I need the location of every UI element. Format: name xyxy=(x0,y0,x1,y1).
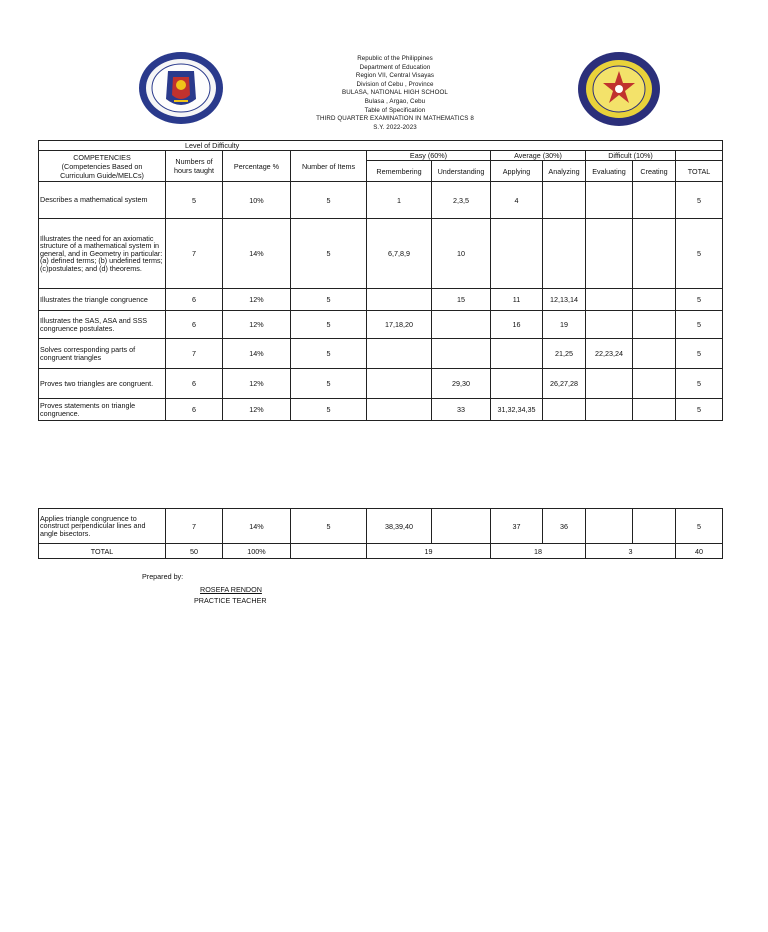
header-line: Division of Cebu , Province xyxy=(356,80,434,88)
creating-header: Creating xyxy=(633,161,676,182)
applying-cell xyxy=(491,369,543,399)
easy-header: Easy (60%) xyxy=(367,151,491,161)
header-line: THIRD QUARTER EXAMINATION IN MATHEMATICS 8 xyxy=(316,115,474,123)
hours-cell: 7 xyxy=(166,219,223,289)
evaluating-cell xyxy=(586,311,633,339)
total-header: TOTAL xyxy=(676,161,723,182)
analyzing-cell: 26,27,28 xyxy=(543,369,586,399)
header-line: Department of Education xyxy=(359,63,431,71)
evaluating-cell xyxy=(586,182,633,219)
items-cell: 5 xyxy=(291,369,367,399)
percentage-cell: 12% xyxy=(223,289,291,311)
competencies-title: COMPETENCIES xyxy=(73,152,131,162)
header-line: Bulasa , Argao, Cebu xyxy=(364,97,426,105)
analyzing-cell: 21,25 xyxy=(543,339,586,369)
remembering-cell xyxy=(367,369,432,399)
items-cell: 5 xyxy=(291,219,367,289)
preparer-name: ROSEFA RENDON xyxy=(200,585,262,594)
analyzing-cell: 19 xyxy=(543,311,586,339)
competency-cell: Describes a mathematical system xyxy=(39,182,166,219)
competencies-header xyxy=(39,151,166,182)
totals-label: TOTAL xyxy=(39,544,166,559)
preparer-title: PRACTICE TEACHER xyxy=(194,596,267,605)
remembering-cell: 17,18,20 xyxy=(367,311,432,339)
evaluating-cell xyxy=(586,369,633,399)
applying-cell: 31,32,34,35 xyxy=(491,399,543,421)
total-cell: 5 xyxy=(676,339,723,369)
competency-cell: Applies triangle congruence to construct perpendicular lines and angle bisectors. xyxy=(39,509,166,544)
percentage-cell: 10% xyxy=(223,182,291,219)
applying-cell xyxy=(491,339,543,369)
competencies-subtitle: (Competencies Based on xyxy=(61,161,143,171)
applying-cell: 37 xyxy=(491,509,543,544)
percentage-header: Percentage % xyxy=(223,151,291,182)
competency-cell: Illustrates the triangle congruence xyxy=(39,289,166,311)
school-seal-logo xyxy=(577,51,661,127)
understanding-header: Understanding xyxy=(432,161,491,182)
applying-cell xyxy=(491,219,543,289)
hours-cell: 5 xyxy=(166,182,223,219)
header-line: Republic of the Philippines xyxy=(357,55,433,62)
creating-cell xyxy=(633,369,676,399)
level-of-difficulty-header: Level of Difficulty xyxy=(39,141,723,151)
totals-items xyxy=(291,544,367,559)
creating-cell xyxy=(633,289,676,311)
total-cell: 5 xyxy=(676,311,723,339)
prepared-by-label: Prepared by: xyxy=(142,572,184,581)
total-cell: 5 xyxy=(676,399,723,421)
table-row xyxy=(39,289,723,311)
analyzing-cell xyxy=(543,182,586,219)
understanding-cell: 10 xyxy=(432,219,491,289)
average-header: Average (30%) xyxy=(491,151,586,161)
creating-cell xyxy=(633,339,676,369)
items-cell: 5 xyxy=(291,509,367,544)
difficult-header: Difficult (10%) xyxy=(586,151,676,161)
creating-cell xyxy=(633,399,676,421)
creating-cell xyxy=(633,219,676,289)
total-cell: 5 xyxy=(676,182,723,219)
hours-header: Numbers of hours taught xyxy=(166,151,223,182)
table-row xyxy=(39,399,723,421)
totals-percentage: 100% xyxy=(223,544,291,559)
items-cell: 5 xyxy=(291,289,367,311)
hours-cell: 6 xyxy=(166,369,223,399)
totals-hours: 50 xyxy=(166,544,223,559)
remembering-cell xyxy=(367,339,432,369)
header-line: Region VII, Central Visayas xyxy=(355,72,435,80)
analyzing-cell xyxy=(543,399,586,421)
analyzing-cell: 12,13,14 xyxy=(543,289,586,311)
totals-total: 40 xyxy=(676,544,723,559)
remembering-cell xyxy=(367,399,432,421)
competency-cell: Illustrates the SAS, ASA and SSS congruence postulates. xyxy=(39,311,166,339)
total-cell: 5 xyxy=(676,289,723,311)
remembering-header: Remembering xyxy=(367,161,432,182)
hours-cell: 6 xyxy=(166,311,223,339)
evaluating-cell xyxy=(586,509,633,544)
evaluating-cell: 22,23,24 xyxy=(586,339,633,369)
competency-cell: Solves corresponding parts of congruent triangles xyxy=(39,339,166,369)
totals-row xyxy=(39,544,723,559)
analyzing-header: Analyzing xyxy=(543,161,586,182)
totals-difficult: 3 xyxy=(586,544,676,559)
blank-header-cell xyxy=(676,151,723,161)
evaluating-cell xyxy=(586,289,633,311)
competency-cell: Proves statements on triangle congruence. xyxy=(39,399,166,421)
document-header xyxy=(300,55,490,132)
competency-cell: Proves two triangles are congruent. xyxy=(39,369,166,399)
applying-cell: 4 xyxy=(491,182,543,219)
hours-cell: 7 xyxy=(166,339,223,369)
items-cell: 5 xyxy=(291,182,367,219)
percentage-cell: 12% xyxy=(223,369,291,399)
remembering-cell xyxy=(367,289,432,311)
evaluating-cell xyxy=(586,399,633,421)
understanding-cell xyxy=(432,311,491,339)
competencies-subtitle: Curriculum Guide/MELCs) xyxy=(60,170,144,180)
understanding-cell: 29,30 xyxy=(432,369,491,399)
hours-cell: 6 xyxy=(166,399,223,421)
totals-average: 18 xyxy=(491,544,586,559)
applying-cell: 16 xyxy=(491,311,543,339)
items-cell: 5 xyxy=(291,339,367,369)
items-cell: 5 xyxy=(291,311,367,339)
evaluating-cell xyxy=(586,219,633,289)
understanding-cell: 2,3,5 xyxy=(432,182,491,219)
percentage-cell: 12% xyxy=(223,311,291,339)
table-row xyxy=(39,219,723,289)
remembering-cell: 6,7,8,9 xyxy=(367,219,432,289)
evaluating-header: Evaluating xyxy=(586,161,633,182)
items-header: Number of Items xyxy=(291,151,367,182)
percentage-cell: 14% xyxy=(223,219,291,289)
analyzing-cell: 36 xyxy=(543,509,586,544)
total-cell: 5 xyxy=(676,369,723,399)
creating-cell xyxy=(633,182,676,219)
total-cell: 5 xyxy=(676,219,723,289)
table-row xyxy=(39,339,723,369)
table-row xyxy=(39,369,723,399)
understanding-cell xyxy=(432,509,491,544)
table-row xyxy=(39,311,723,339)
deped-seal-logo xyxy=(138,51,224,125)
hours-cell: 6 xyxy=(166,289,223,311)
table-row xyxy=(39,182,723,219)
analyzing-cell xyxy=(543,219,586,289)
creating-cell xyxy=(633,311,676,339)
creating-cell xyxy=(633,509,676,544)
remembering-cell: 1 xyxy=(367,182,432,219)
applying-header: Applying xyxy=(491,161,543,182)
header-line: S.Y. 2022-2023 xyxy=(373,123,417,131)
applying-cell: 11 xyxy=(491,289,543,311)
table-of-specification xyxy=(38,140,723,421)
understanding-cell: 33 xyxy=(432,399,491,421)
percentage-cell: 14% xyxy=(223,509,291,544)
understanding-cell xyxy=(432,339,491,369)
totals-easy: 19 xyxy=(367,544,491,559)
header-line: Table of Specification xyxy=(364,106,426,114)
table-of-specification-continued xyxy=(38,508,723,559)
hours-cell: 7 xyxy=(166,509,223,544)
items-cell: 5 xyxy=(291,399,367,421)
understanding-cell: 15 xyxy=(432,289,491,311)
competency-cell: Illustrates the need for an axiomatic structure of a mathematical system in general, and in Geometry in particular: (a) defined terms; (b) undefined terms; (c)postulates; and (d) theorems. xyxy=(39,219,166,289)
table-row xyxy=(39,509,723,544)
total-cell: 5 xyxy=(676,509,723,544)
percentage-cell: 14% xyxy=(223,339,291,369)
remembering-cell: 38,39,40 xyxy=(367,509,432,544)
header-line: BULASA, NATIONAL HIGH SCHOOL xyxy=(342,89,448,97)
percentage-cell: 12% xyxy=(223,399,291,421)
